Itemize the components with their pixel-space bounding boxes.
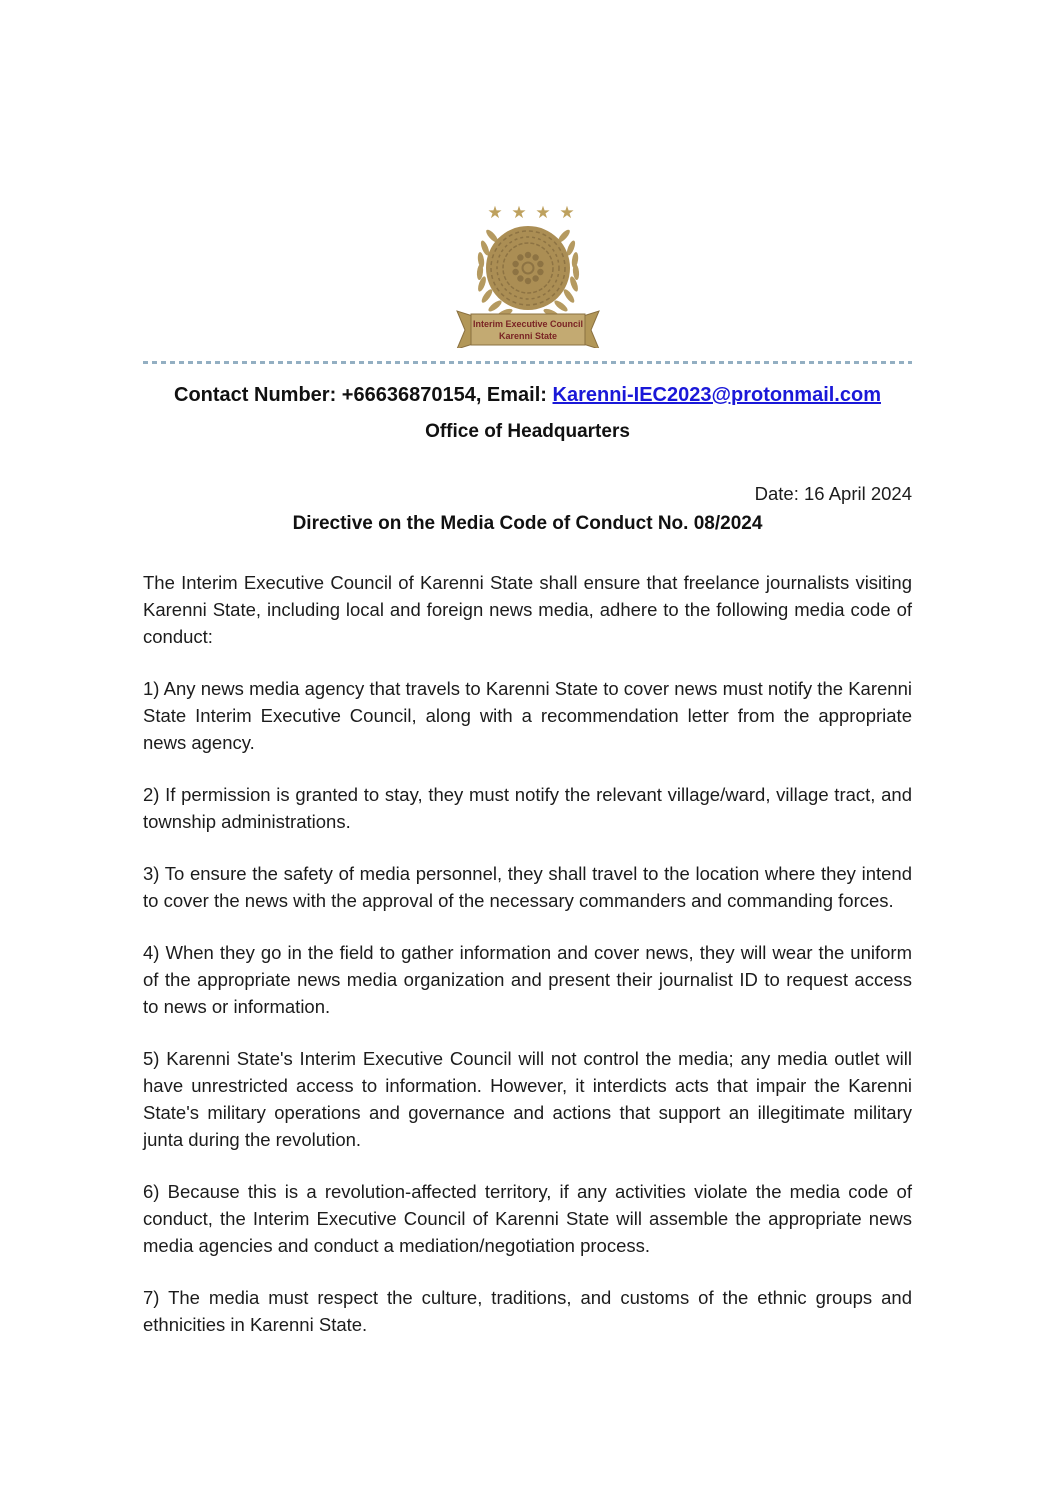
seal-icon xyxy=(486,226,570,310)
paragraph-1: 1) Any news media agency that travels to Karenni State to cover news must notify the Karenni State Interim Executive Council, along with a recommendation letter from the appropriate news agency. xyxy=(143,678,912,753)
paragraph-4: 4) When they go in the field to gather information and cover news, they will wear the uniform of the appropriate news media organization and present their journalist ID to request access to news or information. xyxy=(143,942,912,1017)
svg-text:★: ★ xyxy=(486,203,503,223)
paragraph-3: 3) To ensure the safety of media personnel, they shall travel to the location where they intend to cover the news with the approval of the necessary commanders and commanding forces. xyxy=(143,863,912,911)
org-logo xyxy=(448,198,608,353)
email-link[interactable]: Karenni-IEC2023@protonmail.com xyxy=(552,384,881,406)
ribbon-line2: Karenni State xyxy=(498,331,557,341)
ribbon-line1: Interim Executive Council xyxy=(472,319,583,329)
paragraph-intro: The Interim Executive Council of Karenni State shall ensure that freelance journalists visiting Karenni State, including local and foreign news media, adhere to the following media code of conduct: xyxy=(143,572,912,647)
contact-label: Contact Number: +66636870154, Email: xyxy=(174,384,553,406)
org-emblem-icon xyxy=(448,198,608,348)
stars-icon xyxy=(487,203,574,223)
paragraph-5: 5) Karenni State's Interim Executive Council will not control the media; any media outlet will have unrestricted access to information. However, it interdicts acts that impair the Karenni State's military operations and governance and actions that support an illegitimate military junta during the revolution. xyxy=(143,1048,912,1150)
date-line: Date: 16 April 2024 xyxy=(754,483,912,504)
paragraph-7: 7) The media must respect the culture, traditions, and customs of the ethnic groups and ethnicities in Karenni State. xyxy=(143,1287,912,1335)
svg-text:★: ★ xyxy=(510,203,527,223)
dashed-divider xyxy=(143,361,912,364)
document-title: Directive on the Media Code of Conduct No. 08/2024 xyxy=(292,513,763,534)
svg-text:★: ★ xyxy=(534,203,551,223)
paragraph-6: 6) Because this is a revolution-affected territory, if any activities violate the media code of conduct, the Interim Executive Council of Karenni State will assemble the appropriate news media agencies and conduct a mediation/negotiation process. xyxy=(143,1181,912,1256)
svg-text:★: ★ xyxy=(558,203,575,223)
ribbon-banner xyxy=(457,311,599,348)
office-heading: Office of Headquarters xyxy=(425,421,630,442)
paragraph-2: 2) If permission is granted to stay, they must notify the relevant village/ward, village tract, and township administrations. xyxy=(143,784,912,832)
contact-line xyxy=(143,384,912,407)
